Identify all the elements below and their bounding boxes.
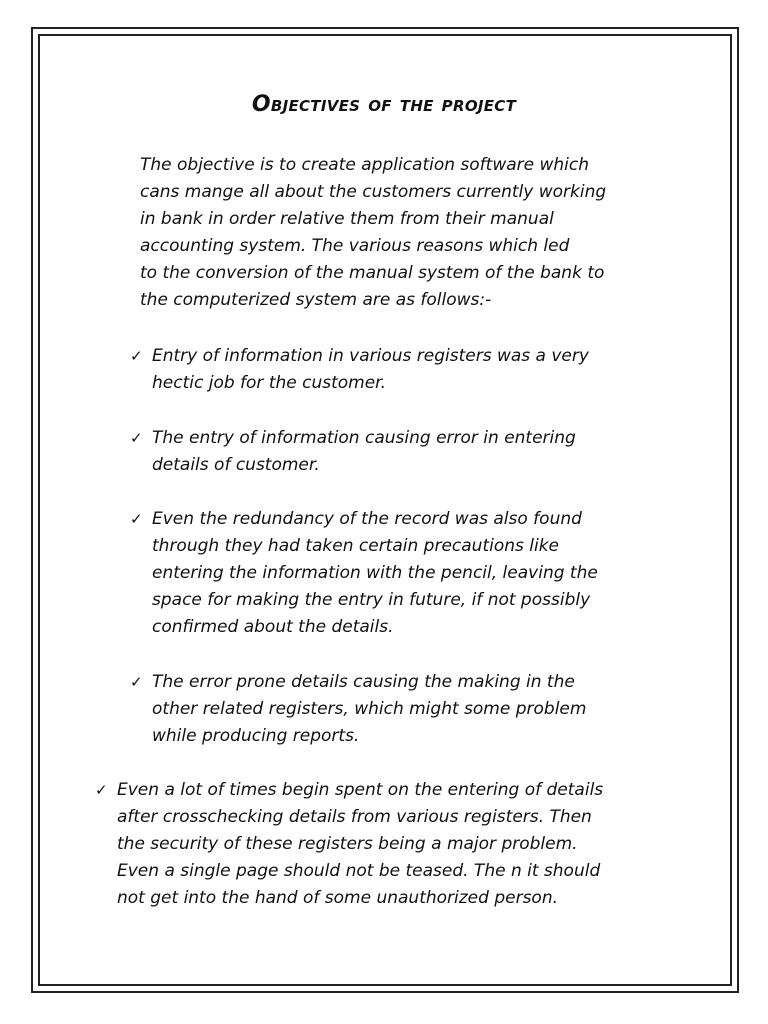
bullet-line: The entry of information causing error in entering <box>152 428 576 448</box>
bullet-text <box>130 343 690 397</box>
check-icon: ✓ <box>130 510 143 528</box>
bullet-item <box>130 506 690 641</box>
bullet-line: hectic job for the customer. <box>152 373 387 393</box>
bullet-item <box>130 343 690 397</box>
bullet-text <box>130 506 690 641</box>
bullet-line: other related registers, which might some problem <box>152 699 587 719</box>
bullet-line: while producing reports. <box>152 726 360 746</box>
bullet-text <box>130 669 690 750</box>
bullet-line: not get into the hand of some unauthorized person. <box>117 888 559 908</box>
intro-paragraph <box>140 152 700 314</box>
intro-line: cans mange all about the customers currently working <box>140 182 607 202</box>
check-icon: ✓ <box>95 781 108 799</box>
bullet-line: details of customer. <box>152 455 320 475</box>
check-icon: ✓ <box>130 347 143 365</box>
bullet-line: through they had taken certain precautions like <box>152 536 560 556</box>
bullet-line: The error prone details causing the making in the <box>152 672 575 692</box>
intro-line: to the conversion of the manual system of the bank to <box>140 263 605 283</box>
bullet-item <box>130 425 690 479</box>
check-icon: ✓ <box>130 673 143 691</box>
bullet-line: confirmed about the details. <box>152 617 394 637</box>
bullet-line: Even the redundancy of the record was also found <box>152 509 582 529</box>
bullet-item <box>130 669 690 750</box>
check-icon: ✓ <box>130 429 143 447</box>
page-title: Objectives of the project <box>251 92 517 117</box>
bullet-line: Even a single page should not be teased. The n it should <box>117 861 601 881</box>
intro-line: in bank in order relative them from their manual <box>140 209 554 229</box>
bullet-line: after crosschecking details from various registers. Then <box>117 807 592 827</box>
intro-line: The objective is to create application software which <box>140 155 590 175</box>
bullet-text <box>130 425 690 479</box>
bullet-line: Even a lot of times begin spent on the entering of details <box>117 780 604 800</box>
intro-line: the computerized system are as follows:- <box>140 290 492 310</box>
bullet-item <box>95 777 695 912</box>
bullet-line: entering the information with the pencil, leaving the <box>152 563 598 583</box>
bullet-line: space for making the entry in future, if not possibly <box>152 590 591 610</box>
bullet-line: Entry of information in various registers was a very <box>152 346 589 366</box>
bullet-text <box>95 777 695 912</box>
intro-line: accounting system. The various reasons which led <box>140 236 570 256</box>
bullet-line: the security of these registers being a major problem. <box>117 834 578 854</box>
